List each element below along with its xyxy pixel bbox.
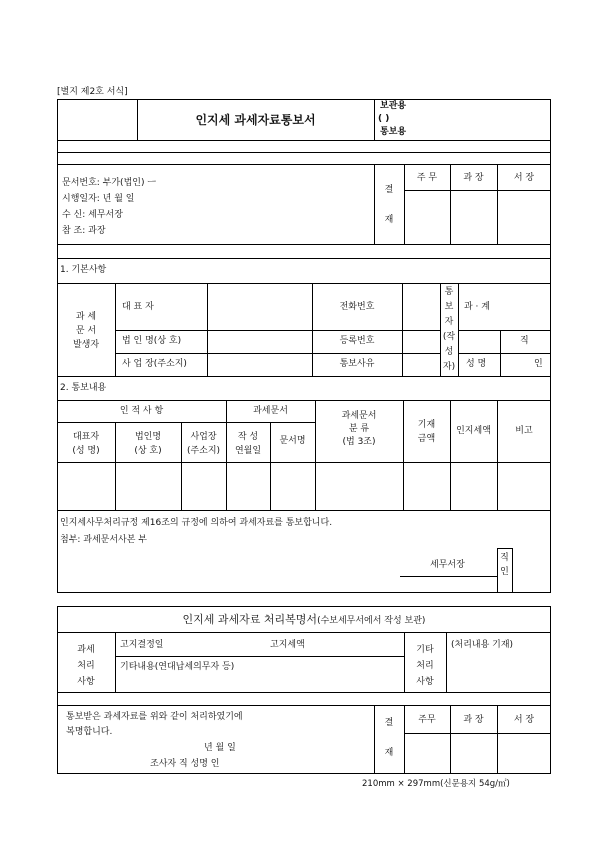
biz-address-header: 사업장 (주소지) — [186, 432, 221, 456]
name-label: 성 명 — [466, 359, 487, 369]
approval-header-head: 서 장 — [513, 173, 535, 183]
rep-name-header: 대표자 (성 명) — [72, 432, 100, 456]
other-process-label: 기타 처리 사항 — [416, 645, 434, 687]
approval-label-2: 재 — [384, 215, 394, 225]
keep-copy-label: 보관용 — [380, 101, 407, 111]
approval-header-clerk: 주 무 — [416, 173, 438, 183]
reporter-label: 통 보 자 (작 성 자) — [442, 287, 456, 372]
corp-name-header: 법인명 (상 호) — [134, 432, 162, 456]
section1-title: 1. 기본사항 — [60, 265, 107, 275]
divider — [57, 140, 551, 141]
form-number-label: [별지 제2호 서식] — [57, 87, 128, 97]
representative-label: 대 표 자 — [122, 302, 154, 312]
amount-header: 기재 금액 — [417, 420, 436, 444]
written-date-header: 작 성 연월일 — [234, 432, 262, 456]
investigator-line: 조사자 직 성명 인 — [150, 759, 220, 769]
report-date: 년 월 일 — [204, 743, 236, 753]
decision-date-label: 고지결정일 — [120, 640, 164, 650]
notice-amount-label: 고지세액 — [270, 640, 305, 650]
send-copy-label: 통보용 — [380, 127, 407, 137]
other-content-label: 기타내용(연대납세의무자 등) — [120, 662, 235, 672]
approval-header-chief: 과 장 — [463, 173, 484, 183]
reply-approval-label-2: 재 — [384, 748, 394, 758]
doc-class-header: 과세문서 분 류 (법 3조) — [341, 411, 377, 447]
reply-approval-clerk: 주무 — [418, 715, 436, 725]
issuer-label: 과 세 문 서 발생자 — [72, 312, 100, 350]
issue-date: 시행일자: 년 월 일 — [62, 194, 135, 204]
taxable-doc-header: 과세문서 — [253, 406, 288, 416]
approval-label-1: 결 — [384, 185, 394, 195]
reply-approval-chief: 과 장 — [463, 715, 484, 725]
reason-label: 통보사유 — [339, 359, 375, 369]
notice-title: 인지세 과세자료통보서 — [195, 113, 316, 127]
personal-info-header: 인 적 사 항 — [119, 406, 164, 416]
office-head: 세무서장 — [430, 560, 465, 570]
regulation-text: 인지세사무처리규정 제16조의 규정에 의하여 과세자료를 통보합니다. — [60, 518, 333, 528]
stamp-tax-header: 인지세액 — [456, 426, 491, 436]
note-header: 비고 — [515, 426, 533, 436]
copy-type-paren: ( ) — [378, 114, 390, 124]
dept-label: 과 · 계 — [464, 302, 490, 312]
business-address-label: 사 업 장(주소지) — [122, 359, 187, 369]
report-text-2: 복명합니다. — [66, 727, 113, 737]
corp-name-label: 법 인 명(상 호) — [122, 336, 182, 346]
section2-title: 2. 통보내용 — [60, 383, 107, 393]
reply-approval-head: 서 장 — [513, 715, 535, 725]
paper-spec: 210mm × 297mm(신문용지 54g/㎡) — [362, 779, 510, 789]
doc-number: 문서번호: 부가(법인) ㅡ — [62, 178, 157, 188]
registration-label: 등록번호 — [339, 336, 375, 346]
report-text-1: 통보받은 과세자료를 위와 같이 처리하였기에 — [66, 712, 243, 722]
process-note: (처리내용 기재) — [451, 640, 514, 650]
tax-process-label: 과세 처리 사항 — [77, 645, 95, 687]
recipient: 수 신: 세무서장 — [62, 210, 123, 220]
official-seal-label: 직 인 — [500, 553, 509, 577]
seal-mark: 인 — [534, 359, 543, 369]
attachment-text: 첨부: 과세문서사본 부 — [60, 535, 148, 545]
reference: 참 조: 과장 — [62, 226, 106, 236]
reply-title: 인지세 과세자료 처리복명서(수보세무서에서 작성 보관) — [182, 613, 426, 626]
doc-name-header: 문서명 — [279, 436, 306, 446]
position-label: 직 — [520, 336, 529, 346]
phone-label: 전화번호 — [339, 302, 375, 312]
reply-approval-label-1: 결 — [384, 718, 394, 728]
